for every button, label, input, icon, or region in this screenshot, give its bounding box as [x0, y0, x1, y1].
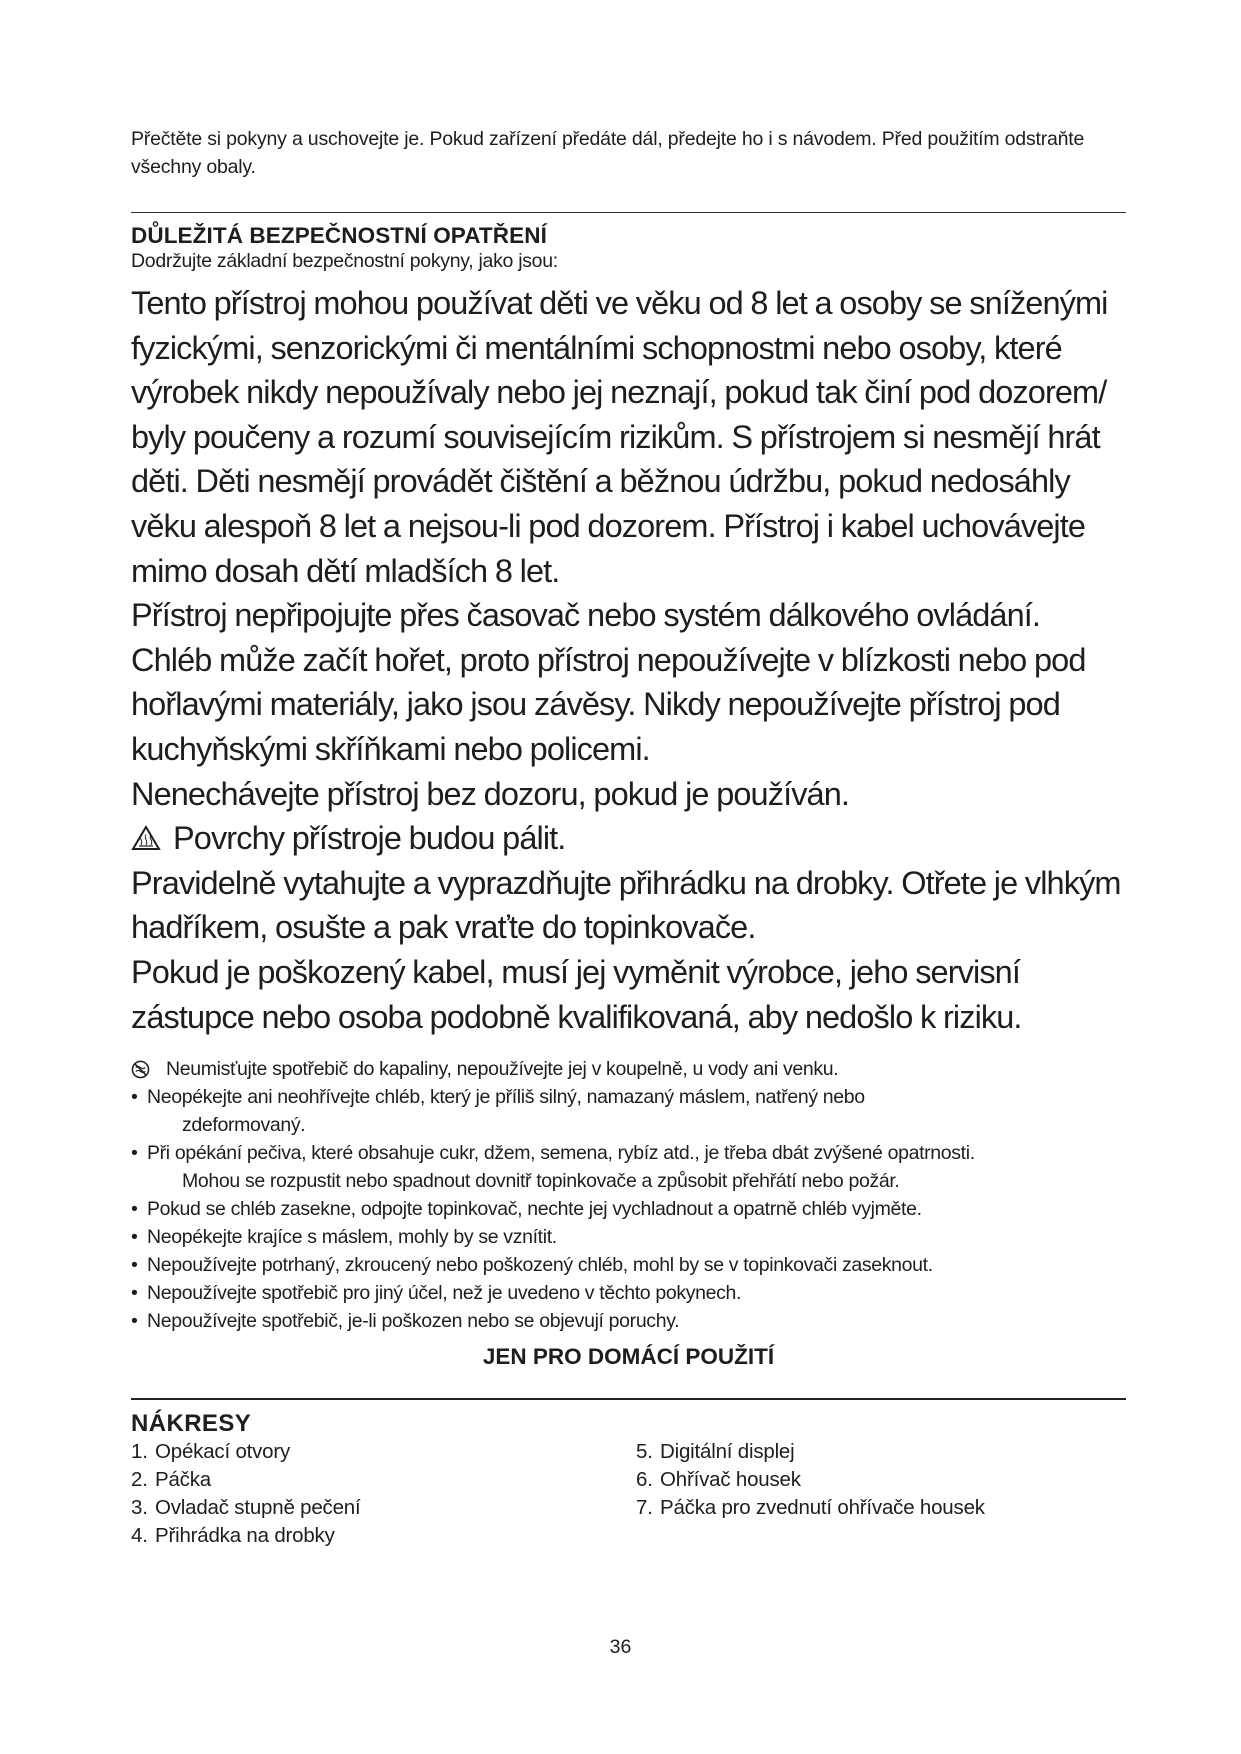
bullet: •: [131, 1198, 138, 1221]
bullet: •: [131, 1086, 138, 1109]
no-immerse-text: Neumisťujte spotřebič do kapaliny, nepoužívejte jej v koupelně, u vody ani venku.: [166, 1058, 839, 1081]
warning-unattended: Nenechávejte přístroj bez dozoru, pokud je používán.: [131, 775, 850, 812]
warning-timer: Přístroj nepřipojujte přes časovač nebo systém dálkového ovládání.: [131, 597, 1041, 634]
section-divider: [131, 212, 1126, 213]
warning-children: Tento přístroj mohou používat děti ve věku od 8 let a osoby se sníženými fyzickými, senzorickými či mentálními schopnostmi nebo osoby, které výrobek nikdy nepoužívaly nebo jej neznají, pokud tak činí pod dozorem/ byly poučeny a rozumí souvisejícím rizikům. S přístrojem si nesmějí hrát děti. Děti nesmějí provádět čištění a běžnou údržbu, pokud nedosáhly věku alespoň 8 let a nejsou-li pod dozorem. Přístroj i kabel uchovávejte mimo dosah dětí mladších 8 let.: [131, 285, 1108, 589]
list-item: 7. Páčka pro zvednutí ohřívače housek: [636, 1496, 985, 1520]
safety-subtitle: Dodržujte základní bezpečnostní pokyny, jako jsou:: [131, 250, 558, 272]
safety-warnings: [131, 281, 1126, 1039]
bullet: •: [131, 1254, 138, 1277]
safety-title: DŮLEŽITÁ BEZPEČNOSTNÍ OPATŘENÍ: [131, 223, 547, 248]
warning-cable: Pokud je poškozený kabel, musí jej vyměnit výrobce, jeho servisní zástupce nebo osoba podobně kvalifikovaná, aby nedošlo k riziku.: [131, 953, 1022, 1035]
list-item: 3. Ovladač stupně pečení: [131, 1496, 361, 1520]
section-divider: [131, 1398, 1126, 1400]
list-item: 5. Digitální displej: [636, 1440, 795, 1464]
warning-hot-surface: [131, 816, 1126, 861]
warning-crumb-tray: Pravidelně vytahujte a vyprazdňujte přihrádku na drobky. Otřete je vlhkým hadříkem, osušte a pak vraťte do topinkovače.: [131, 864, 1121, 946]
hot-surface-icon: [131, 818, 161, 844]
drawings-title: NÁKRESY: [131, 1410, 252, 1438]
manual-page: [131, 125, 1126, 1550]
list-item: 6. Ohřívač housek: [636, 1468, 801, 1492]
bullet: •: [131, 1310, 138, 1333]
list-item: • Nepoužívejte potrhaný, zkroucený nebo poškozený chléb, mohl by se v topinkovači zaseknout.: [131, 1251, 1126, 1279]
drawings-list: [131, 1438, 1126, 1550]
hot-surface-text: Povrchy přístroje budou pálit.: [173, 820, 566, 857]
bullet: •: [131, 1226, 138, 1249]
list-item: • Neopékejte krajíce s máslem, mohly by se vznítit.: [131, 1223, 1126, 1251]
list-item: • Nepoužívejte spotřebič, je-li poškozen nebo se objevují poruchy.: [131, 1307, 1126, 1335]
list-item: 2. Páčka: [131, 1468, 211, 1492]
warning-fire: Chléb může začít hořet, proto přístroj nepoužívejte v blízkosti nebo pod hořlavými materiály, jako jsou závěsy. Nikdy nepoužívejte přístroj pod kuchyňskými skříňkami nebo policemi.: [131, 641, 1086, 767]
page-number: 36: [609, 1636, 632, 1658]
home-use-only: JEN PRO DOMÁCÍ POUŽITÍ: [482, 1344, 775, 1370]
intro-text: Přečtěte si pokyny a uschovejte je. Pokud zařízení předáte dál, předejte ho i s návodem. Před použitím odstraňte všechny obaly.: [131, 128, 1085, 178]
no-immerse-icon: [131, 1060, 150, 1079]
list-item: • Nepoužívejte spotřebič pro jiný účel, než je uvedeno v těchto pokynech.: [131, 1279, 1126, 1307]
bullet: •: [131, 1142, 138, 1165]
list-item: 4. Přihrádka na drobky: [131, 1524, 335, 1548]
drawings-column-right: [636, 1438, 985, 1550]
drawings-column-left: [131, 1438, 636, 1550]
list-item: 1. Opékací otvory: [131, 1440, 291, 1464]
list-item: • Při opékání pečiva, které obsahuje cukr, džem, semena, rybíz atd., je třeba dbát zvýšené opatrnosti. Mohou se rozpustit nebo spadnout dovnitř topinkovače a způsobit přehřátí nebo požár.: [131, 1139, 1126, 1195]
list-item: • Neopékejte ani neohřívejte chléb, který je příliš silný, namazaný máslem, natřený nebo zdeformovaný.: [131, 1083, 1126, 1139]
list-item: • Pokud se chléb zasekne, odpojte topinkovač, nechte jej vychladnout a opatrně chléb vyjměte.: [131, 1195, 1126, 1223]
safety-list: [131, 1055, 1126, 1335]
list-item-no-immerse: [131, 1055, 1126, 1083]
bullet: •: [131, 1282, 138, 1305]
